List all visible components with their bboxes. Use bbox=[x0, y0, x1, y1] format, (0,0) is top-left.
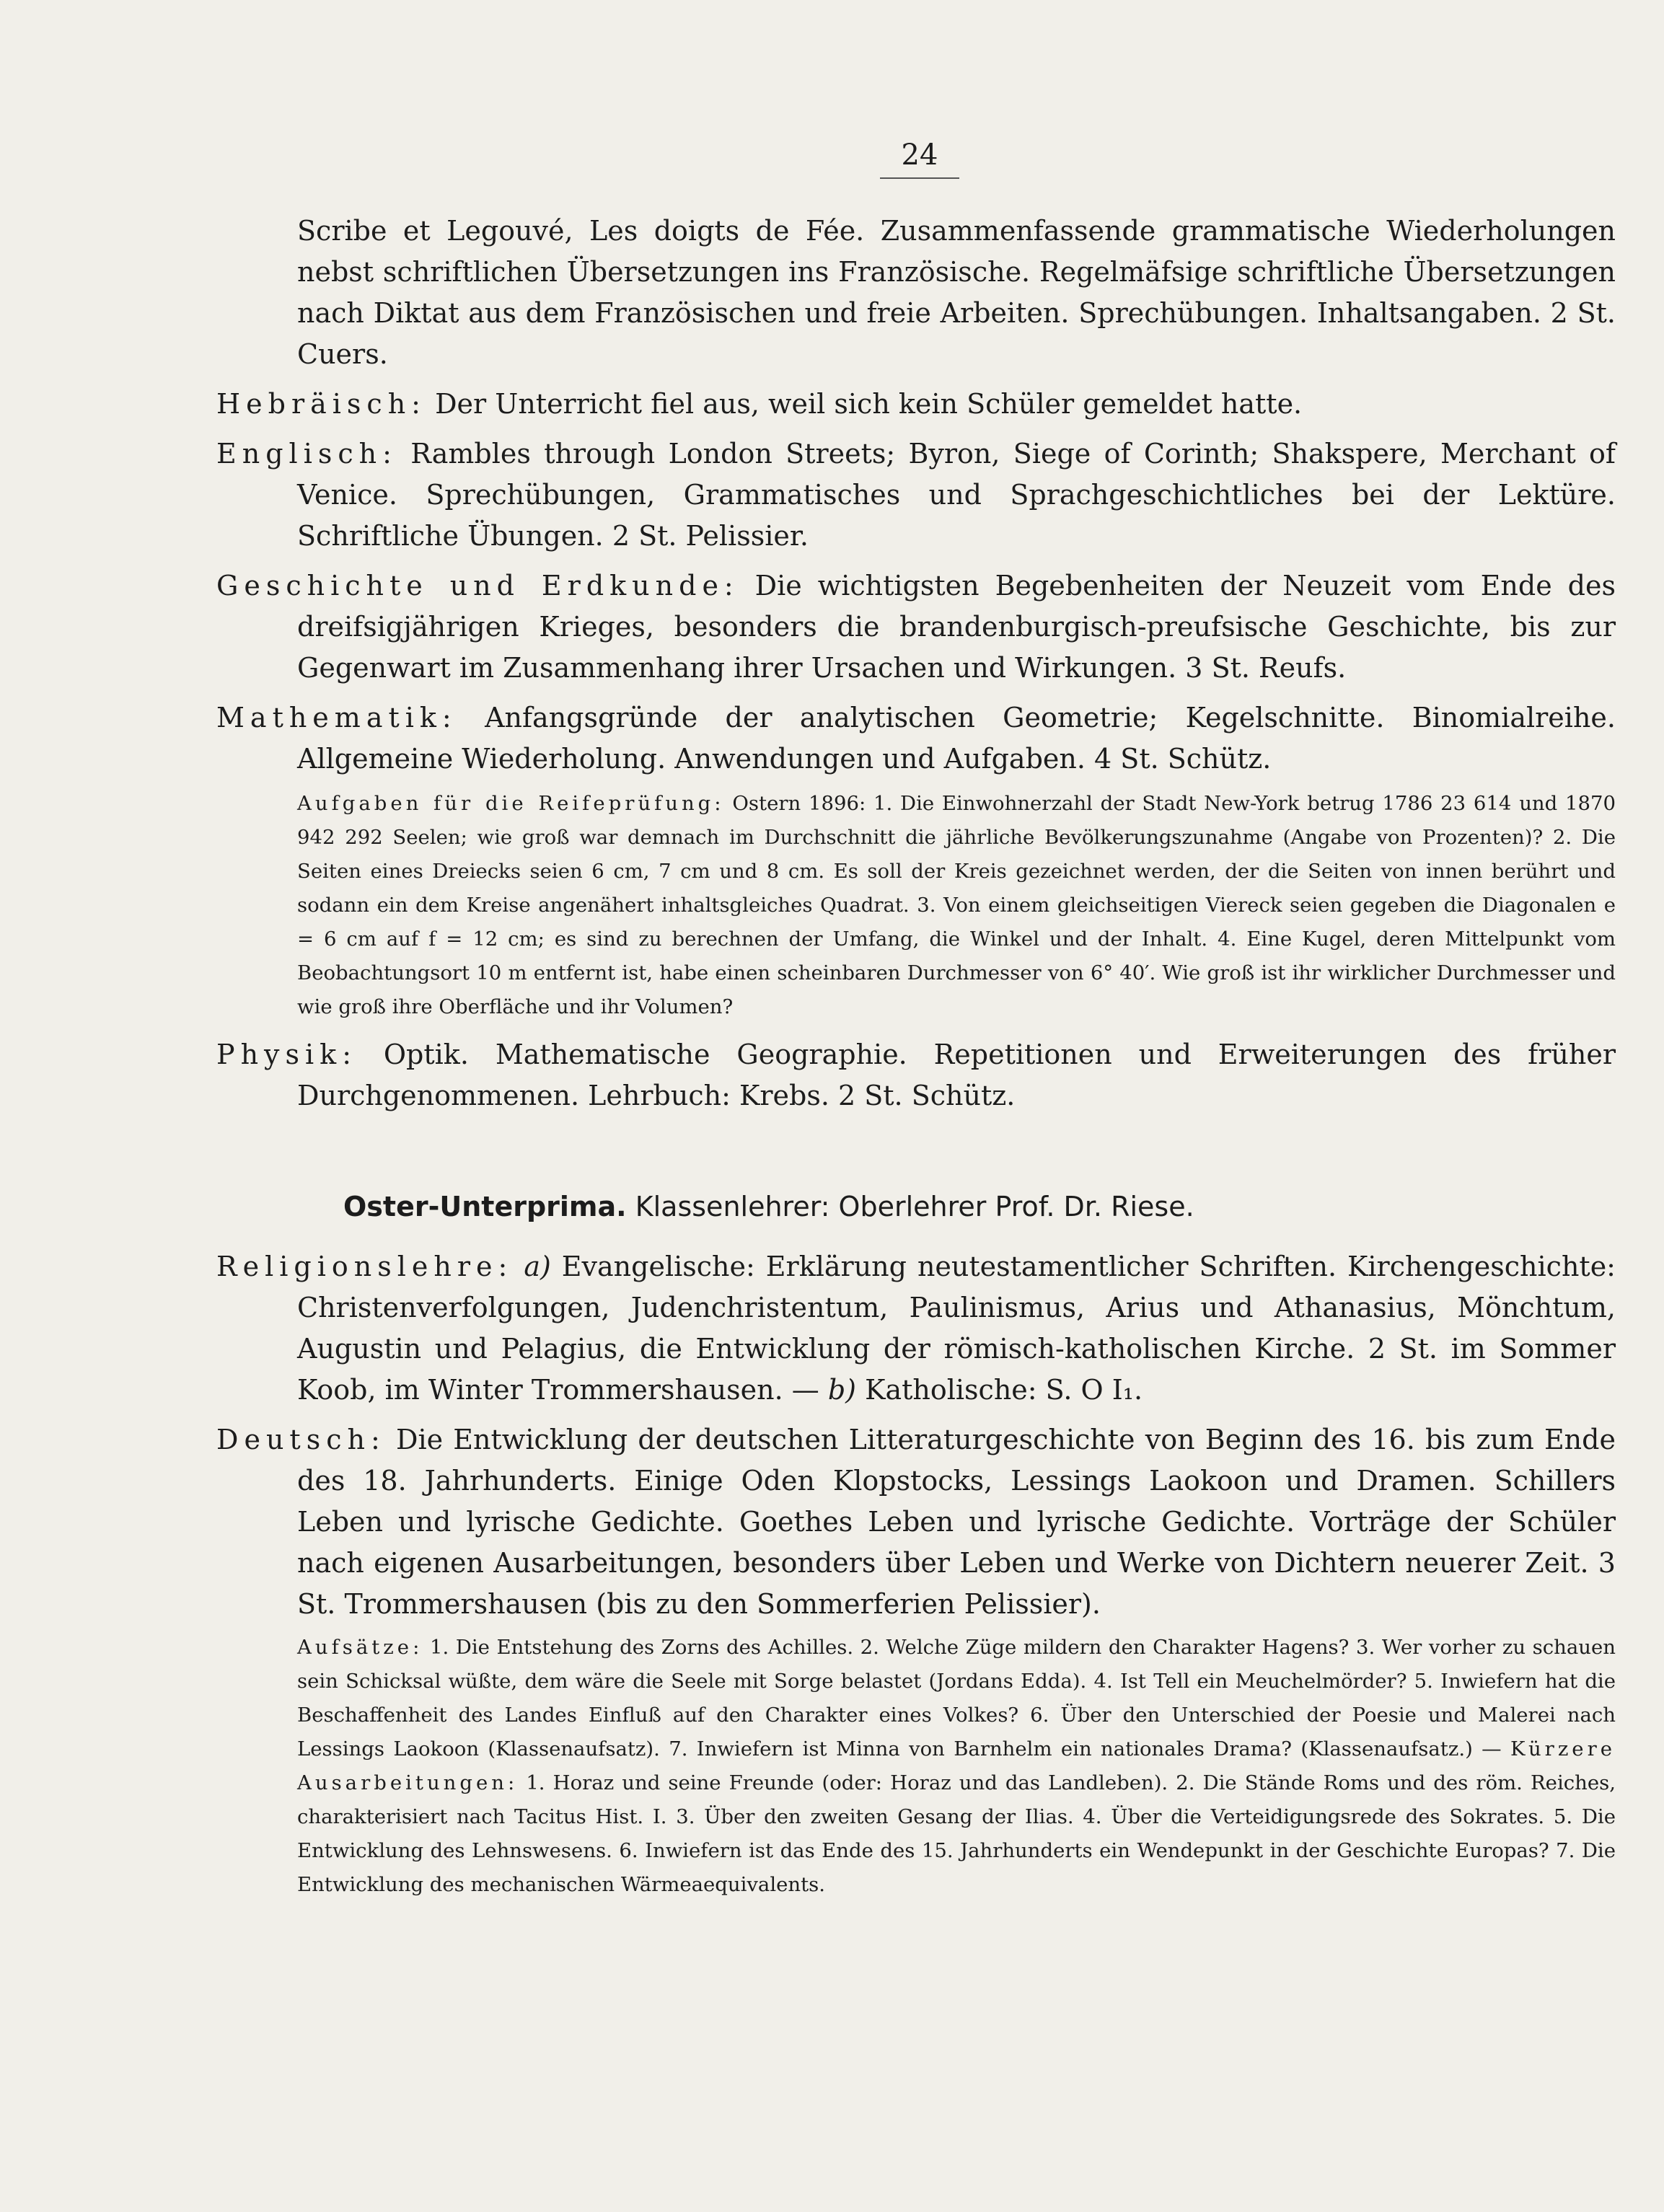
french-continuation: Scribe et Legouvé, Les doigts de Fée. Zusammenfassende grammatische Wiederholungen nebst schriftlichen Übersetzungen ins Französische. Regelmäfsige schriftliche Übersetzungen nach Diktat aus dem Französischen und freie Arbeiten. Sprechübungen. Inhaltsangaben. 2 St. Cuers. bbox=[297, 215, 1616, 370]
deutsch-entry bbox=[216, 1419, 1616, 1625]
englisch-entry bbox=[216, 433, 1616, 557]
ausarbeitungen-text: 1. Horaz und seine Freunde (oder: Horaz und das Landleben). 2. Die Stände Roms und des röm. Reiches, charakterisiert nach Tacitus Hist. I. 3. Über den zweiten Gesang der Ilias. 4. Über die Verteidigungsrede des Sokrates. 5. Die Entwicklung des Lehnswesens. 6. Inwiefern ist das Ende des 15. Jahrhunderts ein Wendepunkt in der Geschichte Europas? 7. Die Entwicklung des mechanischen Wärmeaequivalents. bbox=[297, 1771, 1616, 1896]
aufgaben-reifepruefung bbox=[297, 787, 1616, 1024]
aufsaetze-label: Aufsätze: bbox=[297, 1636, 423, 1659]
aufgaben-text: Ostern 1896: 1. Die Einwohnerzahl der Stadt New-York betrug 1786 23 614 und 1870 942 292 Seelen; wie groß war demnach im Durchschnitt die jährliche Bevölkerungszunahme (Angabe von Prozenten)? 2. Die Seiten eines Dreiecks seien 6 cm, 7 cm und 8 cm. Es soll der Kreis gezeichnet werden, der die Seiten von innen berührt und sodann ein dem Kreise angenähert inhaltsgleiches Quadrat. 3. Von einem gleichseitigen Viereck seien gegeben die Diagonalen e = 6 cm auf f = 12 cm; es sind zu berechnen der Umfang, die Winkel und der Inhalt. 4. Eine Kugel, deren Mittelpunkt vom Beobachtungsort 10 m entfernt ist, habe einen scheinbaren Durchmesser von 6° 40′. Wie groß ist ihr wirklicher Durchmesser und wie groß ihre Oberfläche und ihr Volumen? bbox=[297, 792, 1616, 1018]
section-heading bbox=[216, 1186, 1616, 1228]
entry-text: Optik. Mathematische Geographie. Repetitionen und Erweiterungen des früher Durchgenommenen. Lehrbuch: Krebs. 2 St. Schütz. bbox=[297, 1039, 1616, 1111]
mathematik-entry bbox=[216, 697, 1616, 780]
physik-entry bbox=[216, 1034, 1616, 1116]
hebraeisch-entry bbox=[216, 384, 1616, 425]
subject-label: Physik: bbox=[216, 1039, 357, 1070]
subject-label: Englisch: bbox=[216, 438, 397, 470]
subject-label: Mathematik: bbox=[216, 702, 457, 733]
class-heading bbox=[216, 1186, 1616, 1228]
geschichte-entry bbox=[216, 565, 1616, 689]
option-a-label: a) bbox=[524, 1251, 551, 1282]
page-number: 24 bbox=[880, 138, 959, 179]
option-b-label: b) bbox=[827, 1374, 856, 1406]
subject-label: Deutsch: bbox=[216, 1424, 386, 1455]
aufgaben-label: Aufgaben für die Reifeprüfung: bbox=[297, 792, 725, 815]
ausarbeitungen-label: Kürzere Ausarbeitungen: bbox=[297, 1737, 1616, 1794]
subject-label: Religionslehre: bbox=[216, 1251, 514, 1282]
entry-text: Rambles through London Streets; Byron, Siege of Corinth; Shakspere, Merchant of Venice. Sprechübungen, Grammatisches und Sprachgeschichtliches bei der Lektüre. Schriftliche Übungen. 2 St. Pelissier. bbox=[297, 438, 1616, 552]
class-teacher: Klassenlehrer: Oberlehrer Prof. Dr. Riese. bbox=[635, 1191, 1194, 1222]
option-a-text: Evangelische: Erklärung neutestamentlicher Schriften. Kirchengeschichte: Christenverfolgungen, Judenchristentum, Paulinismus, Arius und Athanasius, Mönchtum, Augustin und Pelagius, die Entwicklung der römisch-katholischen Kirche. 2 St. im Sommer Koob, im Winter Trommershausen. — bbox=[297, 1251, 1616, 1406]
subject-label: Geschichte und Erdkunde: bbox=[216, 570, 739, 602]
aufsaetze-text: 1. Die Entstehung des Zorns des Achilles. 2. Welche Züge mildern den Charakter Hagens? 3. Wer vorher zu schauen sein Schicksal wüßte, dem wäre die Seele mit Sorge belastet (Jordans Edda). 4. Ist Tell ein Meuchelmörder? 5. Inwiefern hat die Beschaffenheit des Landes Einfluß auf den Charakter eines Volkes? 6. Über den Unterschied der Poesie und Malerei nach Lessings Laokoon (Klassenaufsatz). 7. Inwiefern ist Minna von Barnhelm ein nationales Drama? (Klassenaufsatz.) — bbox=[297, 1636, 1616, 1761]
entry-text: Der Unterricht fiel aus, weil sich kein Schüler gemeldet hatte. bbox=[435, 388, 1303, 420]
lower-section bbox=[216, 1246, 1616, 1902]
religion-entry bbox=[216, 1246, 1616, 1411]
aufsaetze-list bbox=[297, 1631, 1616, 1902]
entry-text: Anfangsgründe der analytischen Geometrie; Kegelschnitte. Binomialreihe. Allgemeine Wiederholung. Anwendungen und Aufgaben. 4 St. Schütz. bbox=[297, 702, 1616, 775]
entry-text: Die Entwicklung der deutschen Litteraturgeschichte von Beginn des 16. bis zum Ende des 18. Jahrhunderts. Einige Oden Klopstocks, Lessings Laokoon und Dramen. Schillers Leben und lyrische Gedichte. Goethes Leben und lyrische Gedichte. Vorträge der Schüler nach eigenen Ausarbeitungen, besonders über Leben und Werke von Dichtern neuerer Zeit. 3 St. Trommershausen (bis zu den Sommerferien Pelissier). bbox=[297, 1424, 1616, 1620]
upper-section bbox=[216, 211, 1616, 1116]
subject-label: Hebräisch: bbox=[216, 388, 426, 420]
option-b-text: Katholische: S. O I₁. bbox=[865, 1374, 1143, 1406]
class-name: Oster-Unterprima. bbox=[343, 1191, 627, 1222]
entry-text: Die wichtigsten Begebenheiten der Neuzeit vom Ende des dreifsigjährigen Krieges, besonders die brandenburgisch-preufsische Geschichte, bis zur Gegenwart im Zusammenhang ihrer Ursachen und Wirkungen. 3 St. Reufs. bbox=[297, 570, 1616, 684]
